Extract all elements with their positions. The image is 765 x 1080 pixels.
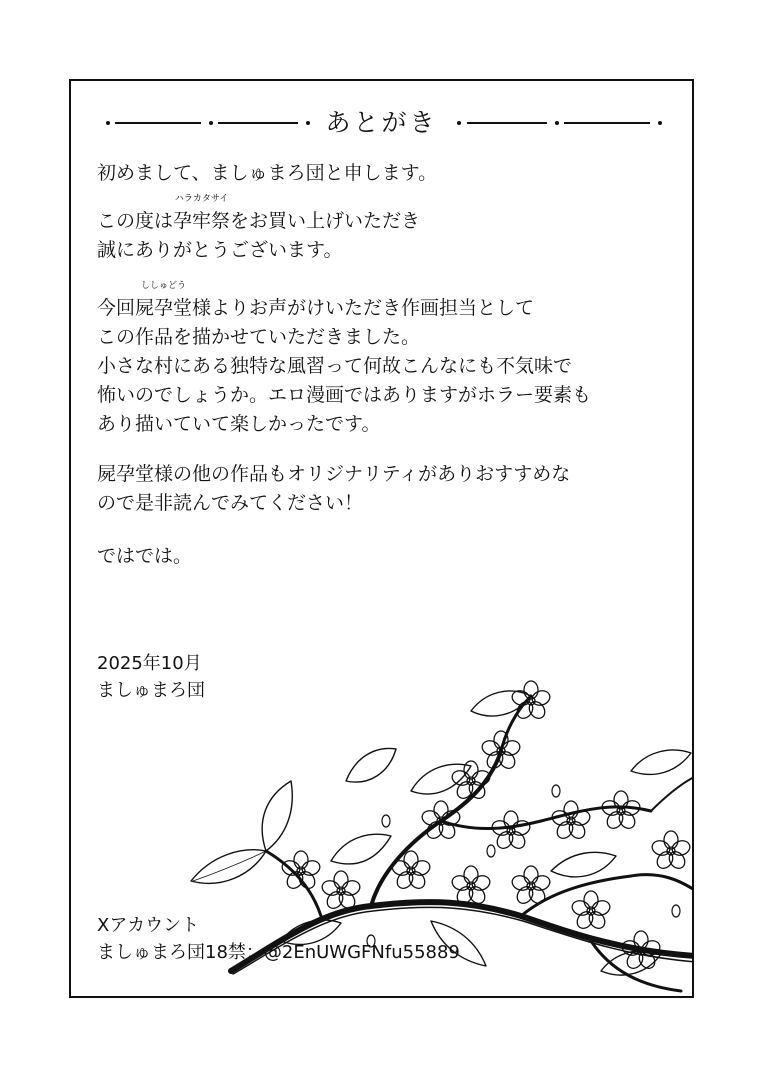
text-span: この度は	[97, 210, 174, 232]
text-span: 様よりお声がけいただき作画担当として	[192, 297, 535, 319]
ruby-base: 屍孕堂	[135, 297, 193, 319]
paragraph-3-line-2: ので是非読んでみてください！	[97, 492, 364, 514]
afterword-frame	[69, 79, 694, 998]
paragraph-1	[97, 194, 677, 265]
paragraph-2-line-5: あり描いていて楽しかったです。	[97, 413, 381, 435]
text-span: 今回	[97, 297, 136, 319]
paragraph-2-line-4: 怖いのでしょうか。エロ漫画ではありますがホラー要素も	[97, 384, 592, 406]
text-span: をお買い上げいただき	[230, 210, 421, 232]
page-title-text: あとがき	[319, 108, 443, 137]
signature-name: ましゅまろ団	[97, 680, 205, 701]
ruby-base: 孕牢祭	[173, 210, 231, 232]
closing-line: ではでは。	[97, 545, 193, 567]
paragraph-1-line-1	[97, 194, 677, 236]
ruby-reading: ししゅどう	[141, 281, 187, 291]
paragraph-3-line-1: 屍孕堂様の他の作品もオリジナリティがありおすすめな	[97, 463, 571, 485]
account-label: Xアカウント	[97, 915, 200, 936]
paragraph-2-line-2: この作品を描かせていただきました。	[97, 326, 421, 348]
account-handle: ましゅまろ団18禁：@2EnUWGFNfu55889	[97, 942, 460, 963]
page-title	[101, 105, 662, 141]
paragraph-2	[97, 281, 677, 439]
intro-line: 初めまして、ましゅまろ団と申します。	[97, 162, 438, 184]
signature-date: 2025年10月	[97, 653, 202, 674]
title-with-ruby	[173, 194, 231, 236]
paragraph-2-line-1	[97, 281, 677, 323]
heading-row	[101, 105, 662, 141]
paragraph-3	[97, 460, 677, 518]
paragraph-2-line-3: 小さな村にある独特な風習って何故こんなにも不気味で	[97, 355, 573, 377]
paragraph-1-line-2: 誠にありがとうございます。	[97, 239, 343, 261]
ruby-reading: ハラカタサイ	[174, 194, 229, 204]
author-with-ruby	[135, 281, 193, 323]
